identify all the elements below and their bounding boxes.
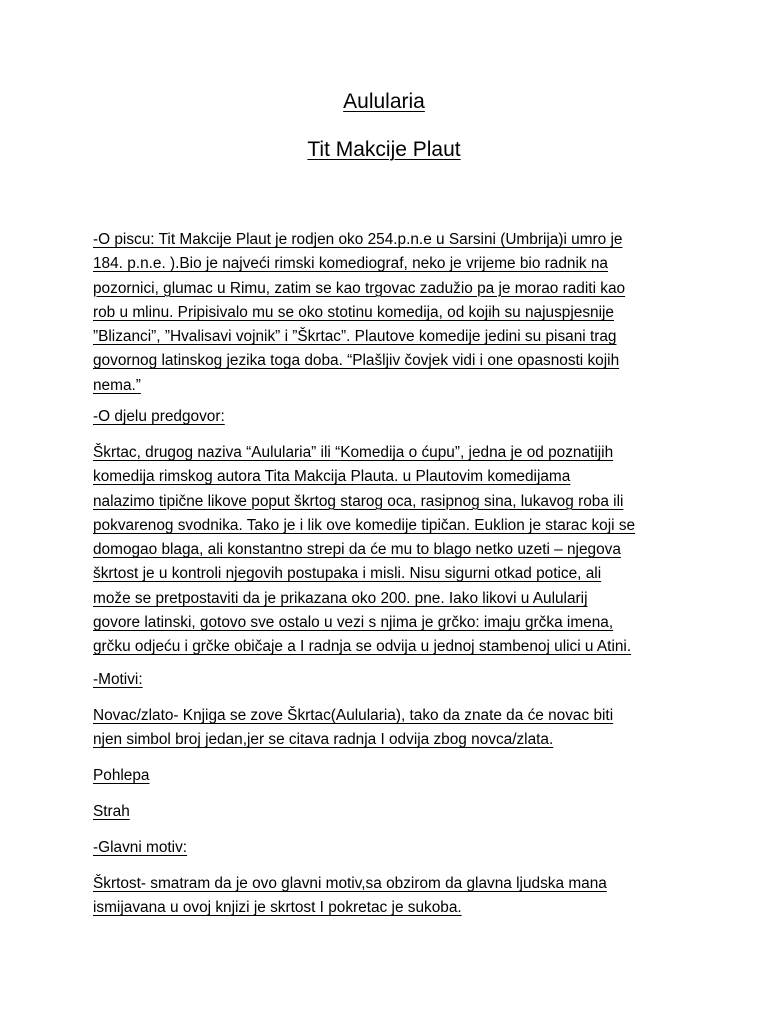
text-line: domogao blaga, ali konstantno strepi da će mu to blago netko uzeti – njegova [93,541,621,559]
text-line: pozornici, glumac u Rimu, zatim se kao trgovac zadužio pa je morao raditi kao [93,279,626,297]
heading-glavni-motiv [93,836,693,860]
text-line: Pohlepa [93,767,150,784]
heading-motivi [93,668,693,692]
section-heading: -O djelu predgovor: [93,408,225,425]
text-line: nalazimo tipične likove poput škrtog starog oca, rasipnog sina, lukavog roba ili [93,492,624,510]
text-line: može se pretpostaviti da je prikazana oko 200. pne. Iako likovi u Aulularij [93,589,588,607]
paragraph-o-djelu [93,441,693,660]
text-line: Škrtost- smatram da je ovo glavni motiv,sa obzirom da glavna ljudska mana [93,875,607,892]
text-line: Strah [93,803,130,820]
document-title: Aulularia [343,90,425,113]
document-subtitle: Tit Makcije Plaut [307,138,461,161]
text-line: ”Blizanci”, ”Hvalisavi vojnik” i ”Škrtac”. Plautove komedije jedini su pisani trag [93,328,617,346]
motive-pohlepa [93,764,693,788]
section-heading: -Motivi: [93,671,143,688]
text-line: 184. p.n.e. ).Bio je najveći rimski komediograf, neko je vrijeme bio radnik na [93,255,608,273]
paragraph-o-piscu [93,228,693,398]
text-line: škrtost je u kontroli njegovih postupaka i misli. Nisu sigurni otkad potice, ali [93,565,602,583]
text-line: njen simbol broj jedan,jer se citava radnja I odvija zbog novca/zlata. [93,731,554,749]
text-line: Škrtac, drugog naziva “Aulularia” ili “Komedija o ćupu”, jedna je od poznatijih [93,444,614,461]
text-line: grčku odjeću i grčke običaje a I radnja se odvija u jednoj stambenoj ulici u Atini. [93,638,632,656]
text-line: Novac/zlato- Knjiga se zove Škrtac(Aulularia), tako da znate da će novac biti [93,707,614,724]
text-line: ismijavana u ovoj knjizi je skrtost I pokretac je sukoba. [93,899,462,917]
text-line: nema.” [93,376,141,394]
heading-o-djelu [93,405,693,429]
text-line: rob u mlinu. Pripisivalo mu se oko stotinu komedija, od kojih su najuspjesnije [93,303,614,321]
motive-strah [93,800,693,824]
text-line: -O piscu: Tit Makcije Plaut je rodjen oko 254.p.n.e u Sarsini (Umbrija)i umro je [93,231,623,248]
paragraph-skrtost [93,872,693,921]
text-line: govornog latinskog jezika toga doba. “Plašljiv čovjek vidi i one opasnosti kojih [93,352,620,370]
text-line: komedija rimskog autora Tita Makcija Plauta. u Plautovim komedijama [93,468,571,486]
text-line: pokvarenog svodnika. Tako je i lik ove komedije tipičan. Euklion je starac koji se [93,516,636,534]
section-heading: -Glavni motiv: [93,839,188,856]
paragraph-novac [93,704,693,753]
text-line: govore latinski, gotovo sve ostalo u vezi s njima je grčko: imaju grčka imena, [93,614,614,632]
